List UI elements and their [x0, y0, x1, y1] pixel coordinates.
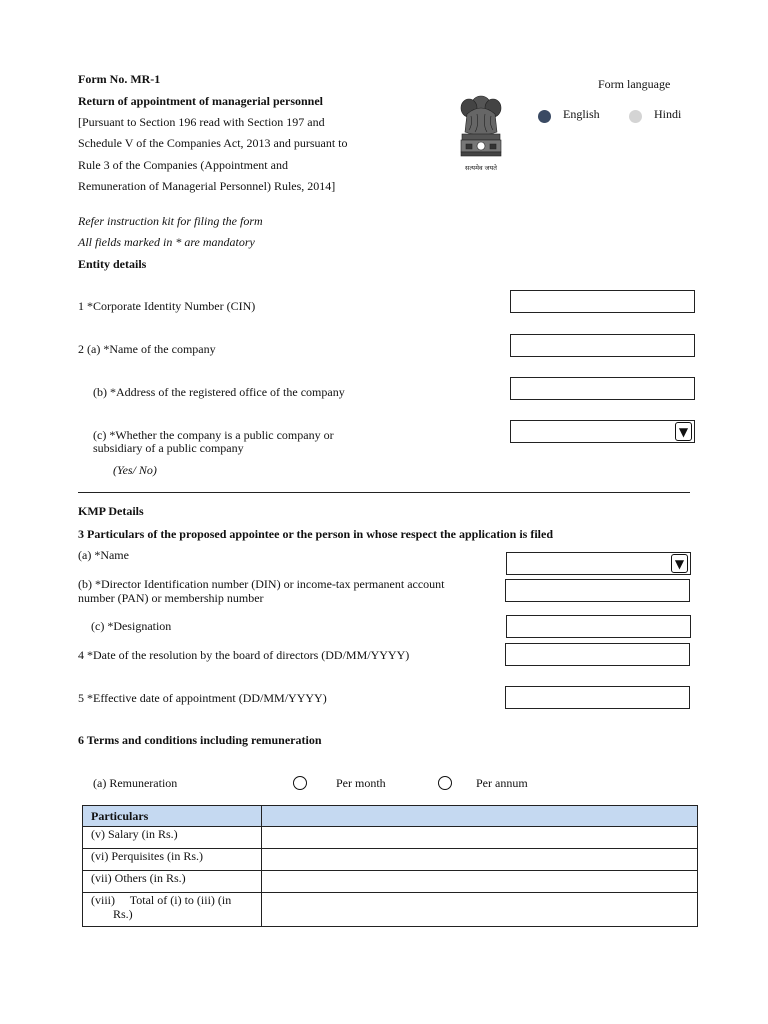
din-input[interactable]: [505, 579, 690, 602]
designation-input[interactable]: [506, 615, 691, 638]
form-title: Return of appointment of managerial personnel: [78, 94, 323, 108]
yes-no-hint: (Yes/ No): [113, 463, 157, 477]
form-number: Form No. MR-1: [78, 72, 161, 86]
lion-capital-icon: [453, 92, 509, 164]
entity-details-heading: Entity details: [78, 257, 147, 271]
appointee-name-label: (a) *Name: [78, 548, 129, 562]
per-month-label[interactable]: Per month: [336, 776, 386, 790]
table-row: [83, 849, 698, 871]
form-description-line-4: Remuneration of Managerial Personnel) Rules, 2014]: [78, 179, 336, 193]
din-label-line-1: (b) *Director Identification number (DIN) or income-tax permanent account: [78, 577, 445, 591]
table-header-row: [83, 806, 698, 827]
appointee-name-select[interactable]: [506, 552, 691, 575]
appointee-particulars-heading: 3 Particulars of the proposed appointee or the person in whose respect the application is filed: [78, 527, 553, 541]
mandatory-note: All fields marked in * are mandatory: [78, 235, 255, 249]
company-name-label: 2 (a) *Name of the company: [78, 342, 216, 356]
english-radio[interactable]: [538, 110, 551, 123]
english-label[interactable]: English: [563, 107, 600, 121]
effective-date-label: 5 *Effective date of appointment (DD/MM/YYYY): [78, 691, 327, 705]
form-description-line-1: [Pursuant to Section 196 read with Section 197 and: [78, 115, 325, 129]
instruction-kit-note: Refer instruction kit for filing the form: [78, 214, 263, 228]
company-name-input[interactable]: [510, 334, 695, 357]
table-row: [83, 893, 698, 927]
perquisites-label: (vi) Perquisites (in Rs.): [83, 849, 262, 871]
remuneration-label: (a) Remuneration: [93, 776, 178, 790]
per-annum-radio[interactable]: [438, 776, 452, 790]
terms-heading: 6 Terms and conditions including remuneration: [78, 733, 322, 747]
din-label-line-2: number (PAN) or membership number: [78, 591, 264, 605]
total-label-line-1: (viii) Total of (i) to (iii) (in: [91, 893, 232, 907]
salary-input[interactable]: [262, 827, 698, 849]
public-company-label-line-1: (c) *Whether the company is a public company or: [93, 428, 334, 442]
section-divider: [78, 492, 690, 493]
table-row: [83, 827, 698, 849]
form-language-label: Form language: [598, 77, 671, 91]
registered-address-label: (b) *Address of the registered office of the company: [93, 385, 345, 399]
salary-label: (v) Salary (in Rs.): [83, 827, 262, 849]
total-label: [83, 893, 262, 927]
designation-label: (c) *Designation: [91, 619, 172, 633]
perquisites-input[interactable]: [262, 849, 698, 871]
dropdown-arrow-icon[interactable]: ▼: [671, 554, 688, 573]
form-description-line-3: Rule 3 of the Companies (Appointment and: [78, 158, 288, 172]
form-description-line-2: Schedule V of the Companies Act, 2013 and pursuant to: [78, 136, 348, 150]
particulars-header: Particulars: [83, 806, 262, 827]
table-row: [83, 871, 698, 893]
effective-date-input[interactable]: [505, 686, 690, 709]
national-emblem: [453, 92, 509, 174]
others-label: (vii) Others (in Rs.): [83, 871, 262, 893]
cin-input[interactable]: [510, 290, 695, 313]
hindi-label[interactable]: Hindi: [654, 107, 682, 121]
total-label-line-2: Rs.): [113, 907, 133, 921]
hindi-radio[interactable]: [629, 110, 642, 123]
resolution-date-label: 4 *Date of the resolution by the board of directors (DD/MM/YYYY): [78, 648, 410, 662]
emblem-motto: सत्यमेव जयते: [465, 164, 497, 172]
public-company-label-line-2: subsidiary of a public company: [93, 441, 244, 455]
dropdown-arrow-icon[interactable]: ▼: [675, 422, 692, 441]
remuneration-table: [82, 805, 698, 927]
total-input[interactable]: [262, 893, 698, 927]
per-annum-label[interactable]: Per annum: [476, 776, 528, 790]
resolution-date-input[interactable]: [505, 643, 690, 666]
cin-label: 1 *Corporate Identity Number (CIN): [78, 299, 256, 313]
value-header: [262, 806, 698, 827]
others-input[interactable]: [262, 871, 698, 893]
registered-address-input[interactable]: [510, 377, 695, 400]
per-month-radio[interactable]: [293, 776, 307, 790]
kmp-details-heading: KMP Details: [78, 504, 144, 518]
public-company-select[interactable]: [510, 420, 695, 443]
